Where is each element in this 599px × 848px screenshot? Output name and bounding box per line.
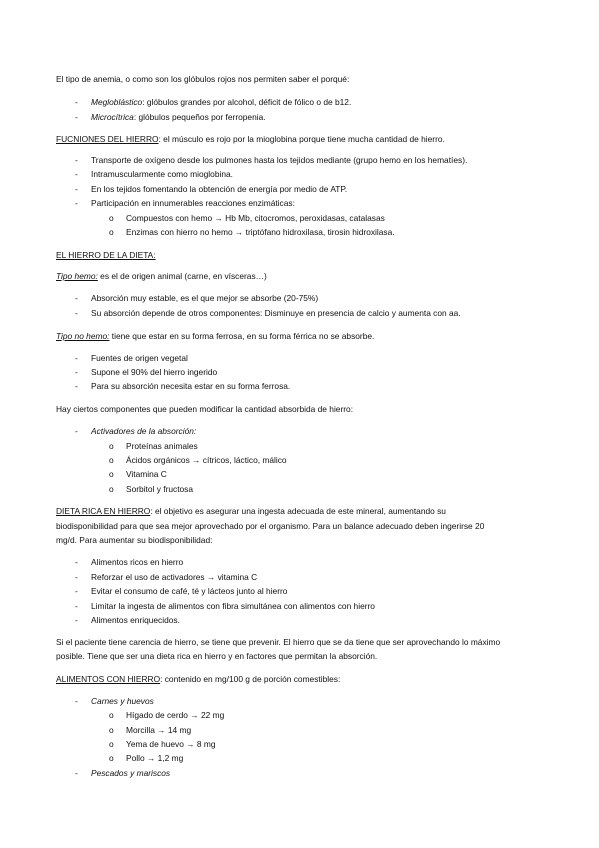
carencia-text: Si el paciente tiene carencia de hierro, se tiene que prevenir. El hierro que se da tiene que ser aprovechando lo máximo [56, 637, 501, 647]
intro-text: El tipo de anemia, o como son los glóbulos rojos nos permiten saber el porqué: [56, 74, 350, 84]
circle-bullet: o [109, 213, 114, 223]
sub-list-item: Pollo → 1,2 mg [126, 753, 184, 763]
list-item: Participación en innumerables reacciones enzimáticas: [91, 198, 295, 208]
circle-bullet: o [109, 484, 114, 494]
circle-bullet: o [109, 739, 114, 749]
dash-bullet: - [75, 155, 78, 165]
sub-list-item: Compuestos con hemo → Hb Mb, citocromos, peroxidasas, catalasas [126, 213, 385, 223]
sub-list-item: Morcilla → 14 mg [126, 725, 192, 735]
dash-bullet: - [75, 367, 78, 377]
dash-bullet: - [75, 696, 78, 706]
list-item: Intramuscularmente como mioglobina. [91, 169, 233, 179]
dash-bullet: - [75, 557, 78, 567]
dash-bullet: - [75, 184, 78, 194]
dieta-heading: EL HIERRO DE LA DIETA: [56, 250, 156, 260]
dash-bullet: - [75, 293, 78, 303]
list-item: Reforzar el uso de activadores → vitamina C [91, 572, 258, 582]
sub-list-item: Yema de huevo → 8 mg [126, 739, 216, 749]
dash-bullet: - [75, 198, 78, 208]
componentes-text: Hay ciertos componentes que pueden modificar la cantidad absorbida de hierro: [56, 404, 354, 414]
circle-bullet: o [109, 725, 114, 735]
dash-bullet: - [75, 572, 78, 582]
pescados-label: Pescados y mariscos [91, 768, 171, 778]
circle-bullet: o [109, 753, 114, 763]
list-item: Transporte de oxígeno desde los pulmones hasta los tejidos mediante (grupo hemo en los hematíes). [91, 155, 468, 165]
list-item: En los tejidos fomentando la obtención de energía por medio de ATP. [91, 184, 348, 194]
list-item: Supone el 90% del hierro ingerido [91, 367, 218, 377]
list-item: Fuentes de origen vegetal [91, 353, 188, 363]
dash-bullet: - [75, 112, 78, 122]
funciones-paragraph: FUCNIONES DEL HIERRO: el músculo es rojo por la mioglobina porque tiene mucha cantidad de hierro. [56, 134, 445, 144]
alimentos-paragraph: ALIMENTOS CON HIERRO: contenido en mg/100 g de porción comestibles: [56, 674, 341, 684]
sub-list-item: Vitamina C [126, 469, 167, 479]
list-item: Absorción muy estable, es el que mejor se absorbe (20-75%) [91, 293, 319, 303]
list-item: Alimentos enriquecidos. [91, 615, 180, 625]
list-item: Para su absorción necesita estar en su forma ferrosa. [91, 381, 291, 391]
dash-bullet: - [75, 381, 78, 391]
activadores-label: Activadores de la absorción: [91, 426, 197, 436]
dash-bullet: - [75, 768, 78, 778]
dash-bullet: - [75, 586, 78, 596]
list-item: Limitar la ingesta de alimentos con fibra simultánea con alimentos con hierro [91, 601, 375, 611]
circle-bullet: o [109, 469, 114, 479]
carencia-text: posible. Tiene que ser una dieta rica en hierro y en factores que permitan la absorción. [56, 651, 378, 661]
hemo-paragraph: Tipo hemo: es el de origen animal (carne, en vísceras…) [56, 271, 267, 281]
circle-bullet: o [109, 455, 114, 465]
sub-list-item: Hígado de cerdo → 22 mg [126, 710, 225, 720]
circle-bullet: o [109, 441, 114, 451]
sub-list-item: Proteínas animales [126, 441, 198, 451]
nohemo-paragraph: Tipo no hemo: tiene que estar en su forma ferrosa, en su forma férrica no se absorbe. [56, 331, 375, 341]
list-item: Evitar el consumo de café, té y lácteos junto al hierro [91, 586, 288, 596]
dieta-rica-heading: DIETA RICA EN HIERRO [56, 506, 151, 516]
carnes-label: Carnes y huevos [91, 696, 154, 706]
dash-bullet: - [75, 615, 78, 625]
circle-bullet: o [109, 227, 114, 237]
dieta-rica-text: mg/d. Para aumentar su biodisponibilidad: [56, 535, 213, 545]
dash-bullet: - [75, 601, 78, 611]
sub-list-item: Ácidos orgánicos → cítricos, láctico, málico [126, 455, 287, 465]
funciones-heading: FUCNIONES DEL HIERRO [56, 134, 159, 144]
dieta-rica-text: biodisponibilidad para que sea mejor aprovechado por el organismo. Para un balance adecuado deben ingerirse 20 [56, 521, 485, 531]
list-item: Alimentos ricos en hierro [91, 557, 184, 567]
dash-bullet: - [75, 353, 78, 363]
dash-bullet: - [75, 426, 78, 436]
sub-list-item: Enzimas con hierro no hemo → triptófano hidroxilasa, tirosin hidroxilasa. [126, 227, 395, 237]
anemia-type-item: Megloblástico: glóbulos grandes por alcohol, déficit de fólico o de b12. [91, 97, 352, 107]
dieta-rica-paragraph: DIETA RICA EN HIERRO: el objetivo es asegurar una ingesta adecuada de este mineral, aumentando su [56, 506, 446, 516]
anemia-type-item: Microcítrica: glóbulos pequeños por ferropenia. [91, 112, 266, 122]
circle-bullet: o [109, 710, 114, 720]
sub-list-item: Sorbitol y fructosa [126, 484, 194, 494]
list-item: Su absorción depende de otros componentes: Disminuye en presencia de calcio y aumenta con aa. [91, 308, 461, 318]
dash-bullet: - [75, 308, 78, 318]
dash-bullet: - [75, 97, 78, 107]
dash-bullet: - [75, 169, 78, 179]
alimentos-heading: ALIMENTOS CON HIERRO [56, 674, 161, 684]
